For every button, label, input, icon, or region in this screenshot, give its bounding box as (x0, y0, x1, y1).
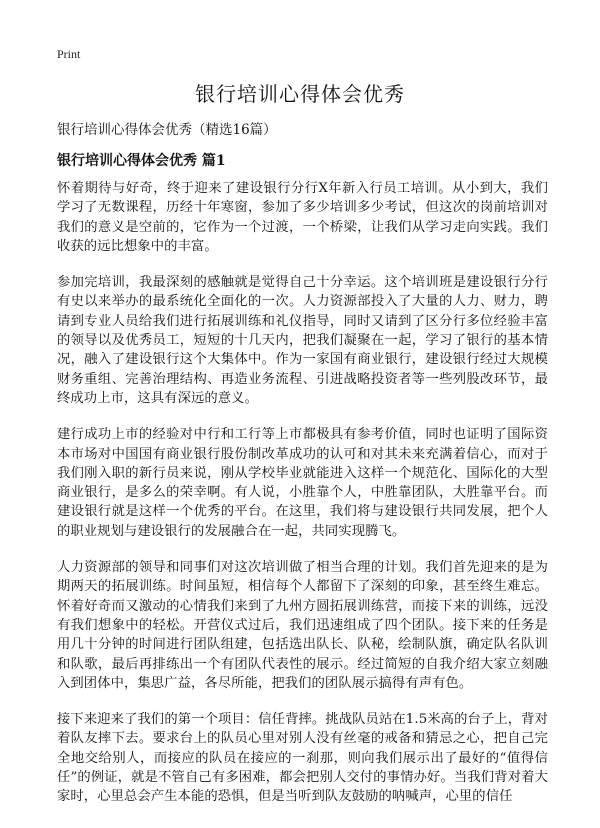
paragraph: 怀着期待与好奇，终于迎来了建设银行分行X年新入行员工培训。从小到大，我们学习了无数课程，历经十年寒窗，参加了多少培训多少考试，但这次的岗前培训对我们的意义是空前的，它作为一个过渡，一个桥梁，让我们从学习走向实践。我们收获的远比想象中的丰富。 (57, 181, 548, 254)
paragraph: 人力资源部的领导和同事们对这次培训做了相当合理的计划。我们首先迎来的是为期两天的拓展训练。时间虽短，相信每个人都留下了深刻的印象，甚至终生难忘。怀着好奇而又激动的心情我们来到了九州方圆拓展训练营，而接下来的训练，远没有我们想象中的轻松。开营仪式过后，我们迅速组成了四个团队。接下来的任务是用几十分钟的时间进行团队组建，包括选出队长、队秘，绘制队旗，确定队名队训和队歌，最后再排练出一个有团队代表性的展示。经过简短的自我介绍大家立刻融入到团体中，集思广益，各尽所能，把我们的团队展示搞得有声有色。 (57, 560, 548, 691)
section-heading: 银行培训心得体会优秀 篇1 (57, 153, 226, 169)
paragraph: 建行成功上市的经验对中行和工行等上市都极具有参考价值，同时也证明了国际资本市场对中国国有商业银行股份制改革成功的认可和对其未来充满着信心，而对于我们刚入职的新行员来说，刚从学校毕业就能进入这样一个规范化、国际化的大型商业银行，是多么的荣幸啊。有人说，小胜靠个人，中胜靠团队，大胜靠平台。而建设银行就是这样一个优秀的平台。在这里，我们将与建设银行共同发展，把个人的职业规划与建设银行的发展融合在一起，共同实现腾飞。 (57, 427, 548, 539)
paragraph: 参加完培训，我最深刻的感触就是觉得自己十分幸运。这个培训班是建设银行分行有史以来举办的最系统化全面化的一次。人力资源部投入了大量的人力、财力，聘请到专业人员给我们进行拓展训练和礼仪指导，同时又请到了区分行多位经验丰富的领导以及优秀员工，短短的十几天内，把我们凝聚在一起，学习了银行的基本情况，融入了建设银行这个大集体中。作为一家国有商业银行，建设银行经过大规模财务重组、完善治理结构、再造业务流程、引进战略投资者等一些列股改环节，最终成功上市，这具有深远的意义。 (57, 275, 548, 406)
page-title: 银行培训心得体会优秀 (195, 82, 405, 106)
body-text (57, 179, 548, 824)
paragraph: 接下来迎来了我们的第一个项目：信任背摔。挑战队员站在1.5米高的台子上，背对着队友摔下去。要求台上的队员心里对别人没有丝毫的戒备和猜忌之心，把自己完全地交给别人，而接应的队员在接应的一刹那，则向我们展示出了最好的“值得信任”的例证，就是不管自己有多困难，都会把别人交付的事情办好。当我们背对着大家时，心里总会产生本能的恐惧，但是当听到队友鼓励的呐喊声，心里的信任 (57, 712, 548, 805)
print-link[interactable]: Print (57, 47, 81, 61)
document-subtitle: 银行培训心得体会优秀（精选16篇） (57, 122, 277, 138)
